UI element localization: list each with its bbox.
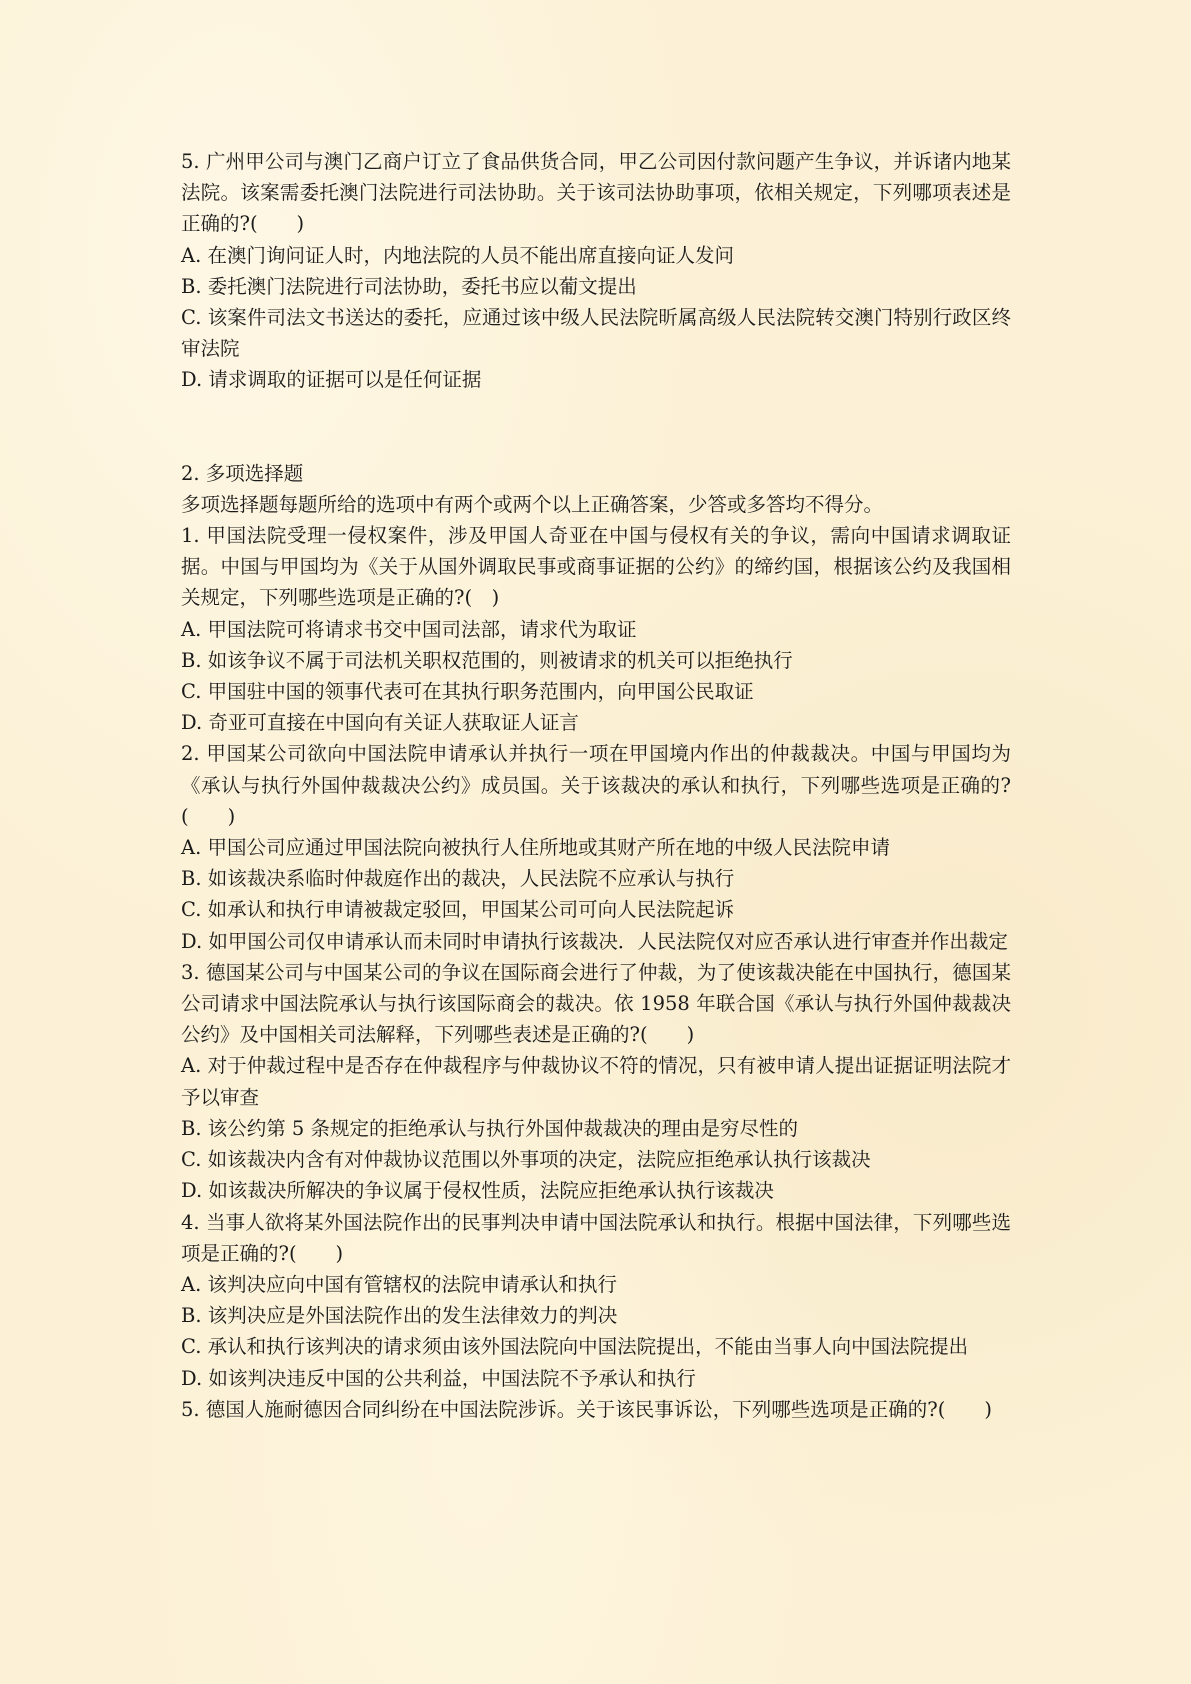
option-a: A. 甲国公司应通过甲国法院向被执行人住所地或其财产所在地的中级人民法院申请 bbox=[181, 836, 890, 860]
option-c: C. 如承认和执行申请被裁定驳回，甲国某公司可向人民法院起诉 bbox=[181, 898, 735, 922]
section-gap bbox=[181, 396, 1011, 458]
question-block bbox=[181, 520, 1011, 738]
option-d: D. 如甲国公司仅申请承认而未同时申请执行该裁决．人民法院仅对应否承认进行审查并作出裁定 bbox=[181, 929, 1008, 953]
option-c: C. 如该裁决内含有对仲裁协议范围以外事项的决定，法院应拒绝承认执行该裁决 bbox=[181, 1148, 871, 1172]
option-a: A. 该判决应向中国有管辖权的法院申请承认和执行 bbox=[181, 1272, 617, 1296]
option-a: A. 在澳门询问证人时，内地法院的人员不能出席直接向证人发问 bbox=[181, 243, 734, 267]
option-c: C. 承认和执行该判决的请求须由该外国法院向中国法院提出，不能由当事人向中国法院提出 bbox=[181, 1335, 969, 1359]
document-page bbox=[181, 146, 1011, 1425]
option-a: A. 对于仲裁过程中是否存在仲裁程序与仲裁协议不符的情况，只有被申请人提出证据证明法院才予以审查 bbox=[181, 1054, 1011, 1109]
option-b: B. 该判决应是外国法院作出的发生法律效力的判决 bbox=[181, 1304, 618, 1328]
section-title: 2. 多项选择题 bbox=[181, 461, 304, 485]
question-block bbox=[181, 1207, 1011, 1394]
question-stem: 4. 当事人欲将某外国法院作出的民事判决申请中国法院承认和执行。根据中国法律，下列哪些选项是正确的?( ) bbox=[181, 1210, 1011, 1265]
option-b: B. 该公约第 5 条规定的拒绝承认与执行外国仲裁裁决的理由是穷尽性的 bbox=[181, 1116, 799, 1140]
question-block bbox=[181, 738, 1011, 956]
question-block bbox=[181, 957, 1011, 1207]
option-b: B. 如该裁决系临时仲裁庭作出的裁决，人民法院不应承认与执行 bbox=[181, 867, 735, 891]
option-d: D. 奇亚可直接在中国向有关证人获取证人证言 bbox=[181, 711, 579, 735]
section-instruction: 多项选择题每题所给的选项中有两个或两个以上正确答案，少答或多答均不得分。 bbox=[181, 492, 884, 516]
option-b: B. 委托澳门法院进行司法协助，委托书应以葡文提出 bbox=[181, 274, 637, 298]
question-block bbox=[181, 146, 1011, 396]
question-stem: 3. 德国某公司与中国某公司的争议在国际商会进行了仲裁，为了使该裁决能在中国执行，德国某公司请求中国法院承认与执行该国际商会的裁决。依 1958 年联合国《承认与执行外国仲裁裁决公约》及中国相关司法解释，下列哪些表述是正确的?( ) bbox=[181, 960, 1011, 1047]
question-stem: 5. 广州甲公司与澳门乙商户订立了食品供货合同，甲乙公司因付款问题产生争议，并诉诸内地某法院。该案需委托澳门法院进行司法协助。关于该司法协助事项，依相关规定，下列哪项表述是正确的?( ) bbox=[181, 150, 1011, 236]
option-d: D. 请求调取的证据可以是任何证据 bbox=[181, 368, 482, 392]
question-stem: 5. 德国人施耐德因合同纠纷在中国法院涉诉。关于该民事诉讼，下列哪些选项是正确的?( ) bbox=[181, 1397, 992, 1421]
question-block bbox=[181, 1394, 1011, 1425]
option-d: D. 如该裁决所解决的争议属于侵权性质，法院应拒绝承认执行该裁决 bbox=[181, 1179, 774, 1203]
question-stem: 1. 甲国法院受理一侵权案件，涉及甲国人奇亚在中国与侵权有关的争议，需向中国请求调取证据。中国与甲国均为《关于从国外调取民事或商事证据的公约》的缔约国，根据该公约及我国相关规定，下列哪些选项是正确的?( ) bbox=[181, 524, 1011, 610]
option-d: D. 如该判决违反中国的公共利益，中国法院不予承认和执行 bbox=[181, 1366, 696, 1390]
option-c: C. 甲国驻中国的领事代表可在其执行职务范围内，向甲国公民取证 bbox=[181, 680, 754, 704]
question-stem: 2. 甲国某公司欲向中国法院申请承认并执行一项在甲国境内作出的仲裁裁决。中国与甲国均为《承认与执行外国仲裁裁决公约》成员国。关于该裁决的承认和执行，下列哪些选项是正确的?( ) bbox=[181, 742, 1011, 828]
option-b: B. 如该争议不属于司法机关职权范围的，则被请求的机关可以拒绝执行 bbox=[181, 648, 793, 672]
option-a: A. 甲国法院可将请求书交中国司法部，请求代为取证 bbox=[181, 617, 637, 641]
option-c: C. 该案件司法文书送达的委托，应通过该中级人民法院昕属高级人民法院转交澳门特别行政区终审法院 bbox=[181, 306, 1011, 361]
